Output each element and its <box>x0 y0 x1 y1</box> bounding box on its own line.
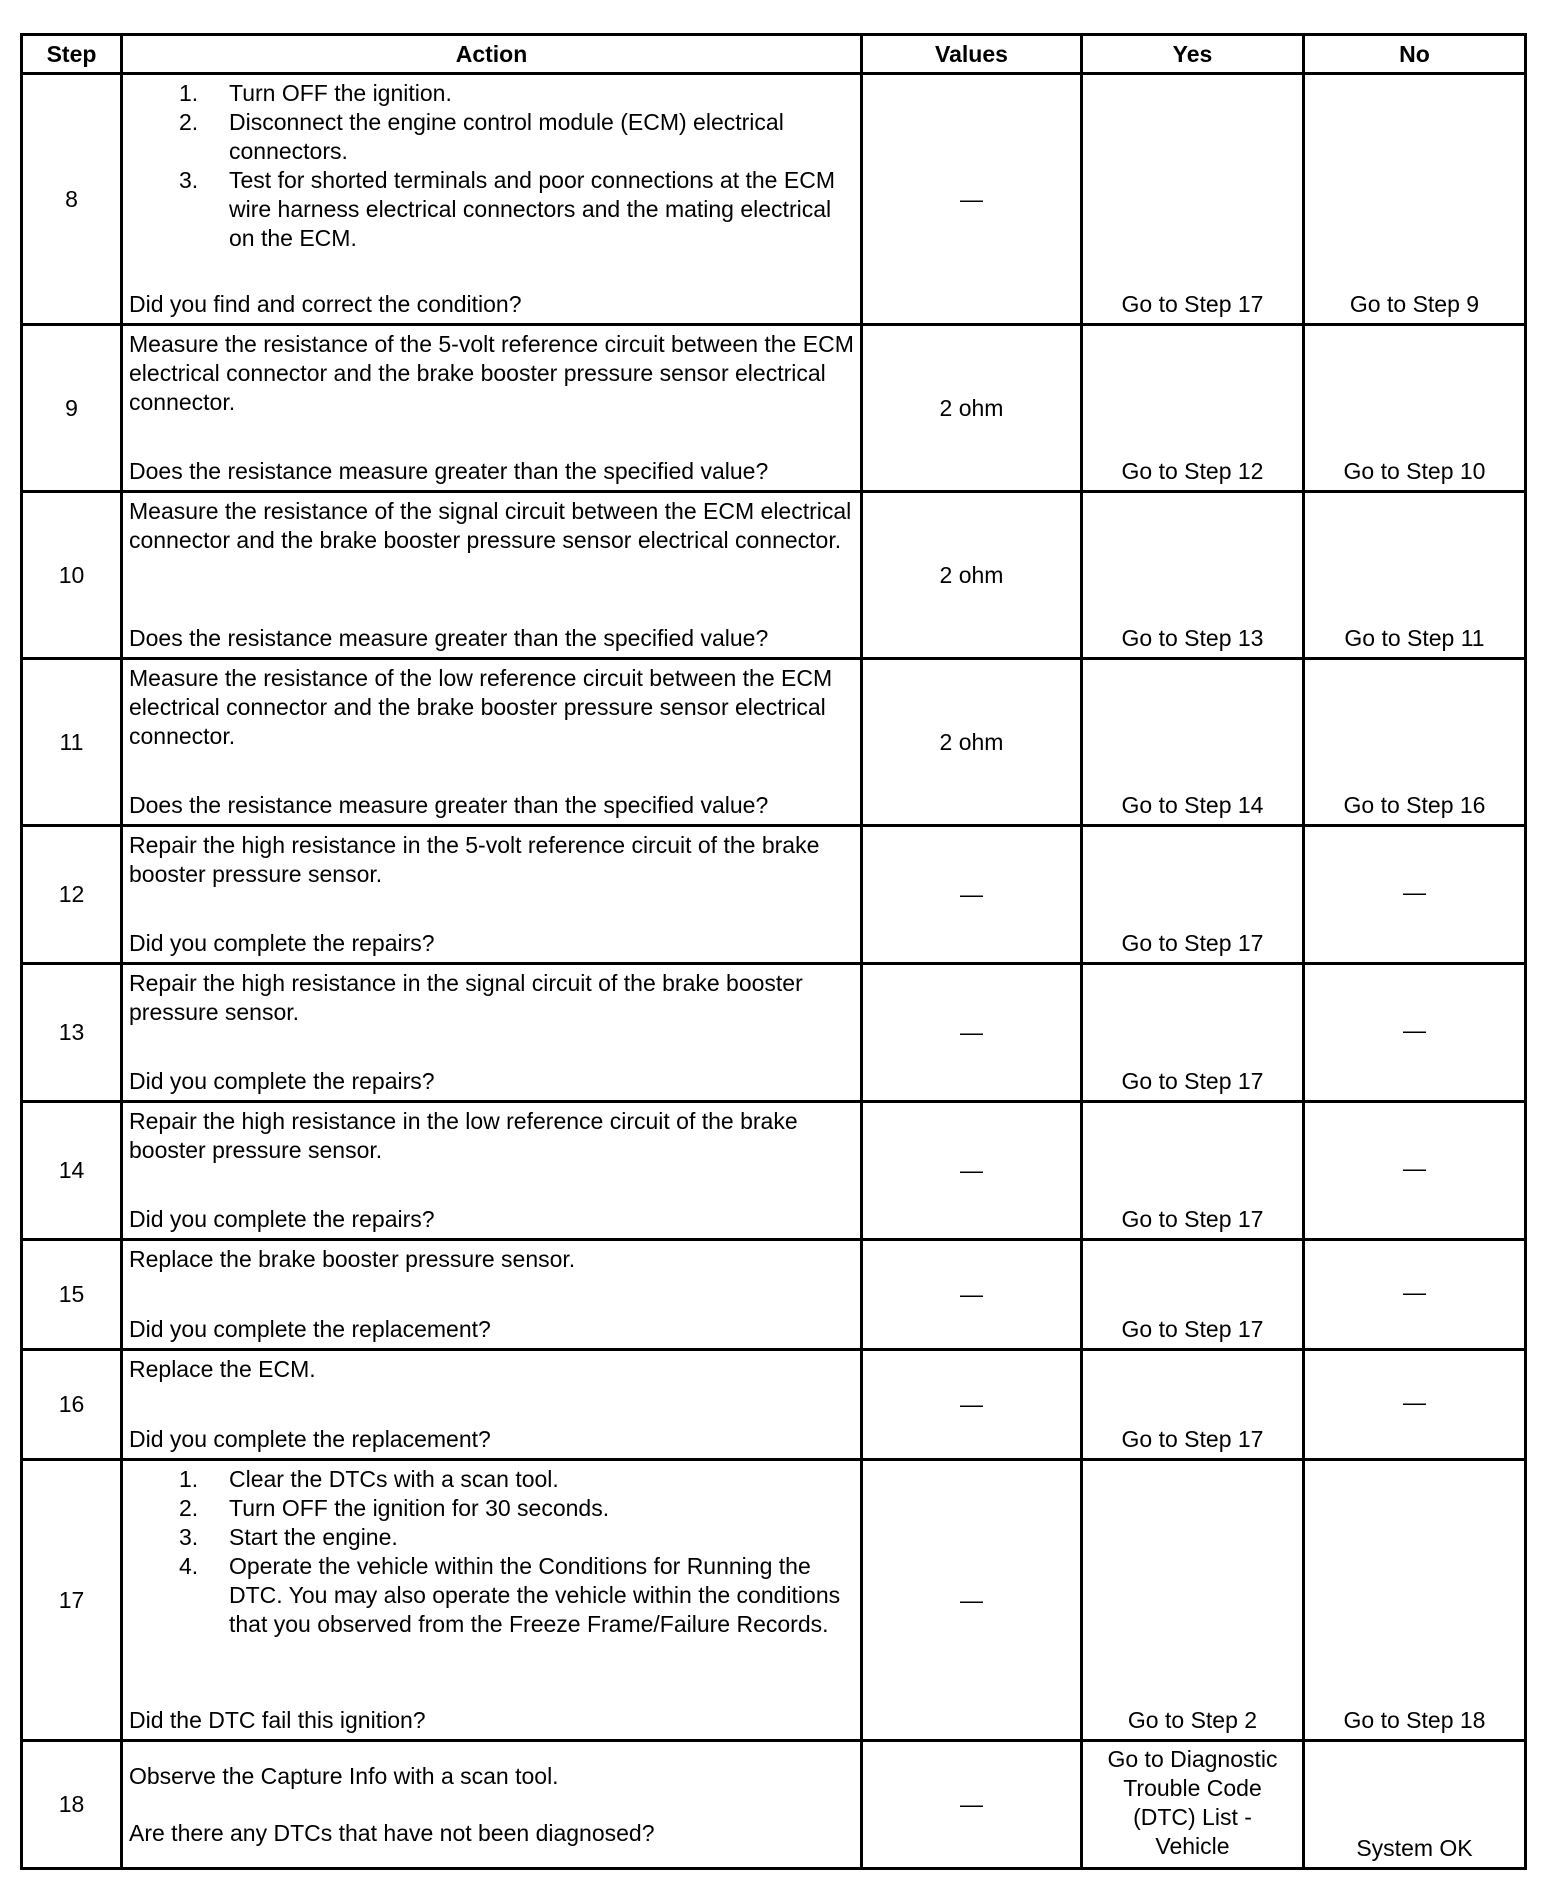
no-cell: Go to Step 11 <box>1304 492 1526 659</box>
action-cell <box>122 74 862 325</box>
no-cell: — <box>1304 1102 1526 1240</box>
no-cell: — <box>1304 1240 1526 1350</box>
yes-cell: Go to Step 17 <box>1082 74 1304 325</box>
table-row <box>22 826 1526 964</box>
step-number: 14 <box>22 1102 122 1240</box>
table-row <box>22 659 1526 826</box>
action-cell <box>122 964 862 1102</box>
list-item: 3. Start the engine. <box>179 1524 398 1550</box>
table-row <box>22 1460 1526 1741</box>
table-row <box>22 964 1526 1102</box>
action-text: Measure the resistance of the 5-volt reference circuit between the ECM electrical connector and the brake booster pressure sensor electrical connector. <box>129 331 854 415</box>
list-item: 1. Turn OFF the ignition. <box>179 80 452 106</box>
values-cell: — <box>862 1741 1082 1869</box>
table-row <box>22 1350 1526 1460</box>
action-question: Are there any DTCs that have not been diagnosed? <box>129 1819 655 1846</box>
yes-cell: Go to Step 17 <box>1082 1102 1304 1240</box>
action-question: Did you complete the repairs? <box>129 930 435 956</box>
action-text: Replace the brake booster pressure sensor. <box>129 1246 576 1272</box>
list-item: 1. Clear the DTCs with a scan tool. <box>179 1466 559 1492</box>
yes-cell: Go to Step 17 <box>1082 964 1304 1102</box>
step-number: 13 <box>22 964 122 1102</box>
header-action: Action <box>122 35 862 74</box>
action-question: Does the resistance measure greater than the specified value? <box>129 792 769 818</box>
action-cell <box>122 1102 862 1240</box>
values-cell: — <box>862 1350 1082 1460</box>
header-yes: Yes <box>1082 35 1304 74</box>
action-cell <box>122 1350 862 1460</box>
list-item: 4. Operate the vehicle within the Conditions for Running the DTC. You may also operate the vehicle within the conditions that you observed from the Freeze Frame/Failure Records. <box>179 1553 841 1637</box>
values-cell: 2 ohm <box>862 659 1082 826</box>
values-cell: — <box>862 964 1082 1102</box>
header-no: No <box>1304 35 1526 74</box>
values-cell: — <box>862 826 1082 964</box>
step-number: 12 <box>22 826 122 964</box>
step-number: 9 <box>22 325 122 492</box>
step-number: 16 <box>22 1350 122 1460</box>
action-cell <box>122 1741 862 1869</box>
header-step: Step <box>22 35 122 74</box>
yes-cell: Go to Step 17 <box>1082 826 1304 964</box>
diagnostic-table <box>20 33 1527 1870</box>
table-row <box>22 74 1526 325</box>
action-cell <box>122 659 862 826</box>
action-question: Did you complete the repairs? <box>129 1206 435 1232</box>
action-text: Repair the high resistance in the 5-volt reference circuit of the brake booster pressure sensor. <box>129 832 820 887</box>
action-text: Observe the Capture Info with a scan tool. <box>129 1762 559 1789</box>
no-cell: — <box>1304 1350 1526 1460</box>
action-text: Repair the high resistance in the low reference circuit of the brake booster pressure sensor. <box>129 1108 798 1163</box>
step-number: 10 <box>22 492 122 659</box>
action-cell <box>122 325 862 492</box>
action-cell <box>122 826 862 964</box>
action-question: Did you complete the repairs? <box>129 1068 435 1094</box>
yes-cell: Go to Step 12 <box>1082 325 1304 492</box>
table-row <box>22 1240 1526 1350</box>
yes-cell: Go to Step 14 <box>1082 659 1304 826</box>
action-question: Did you complete the replacement? <box>129 1426 491 1452</box>
values-cell: — <box>862 1240 1082 1350</box>
yes-cell: Go to Diagnostic Trouble Code (DTC) List - Vehicle <box>1082 1741 1304 1869</box>
step-number: 15 <box>22 1240 122 1350</box>
values-cell: — <box>862 1460 1082 1741</box>
action-text: Measure the resistance of the signal circuit between the ECM electrical connector and the brake booster pressure sensor electrical connector. <box>129 498 852 553</box>
table-row <box>22 325 1526 492</box>
yes-cell: Go to Step 13 <box>1082 492 1304 659</box>
list-item: 3. Test for shorted terminals and poor connections at the ECM wire harness electrical connectors and the mating electrical on the ECM. <box>179 167 835 251</box>
yes-cell: Go to Step 17 <box>1082 1350 1304 1460</box>
yes-cell: Go to Step 2 <box>1082 1460 1304 1741</box>
action-steps-list <box>129 1465 856 1639</box>
table-row <box>22 492 1526 659</box>
action-cell <box>122 1240 862 1350</box>
action-text: Repair the high resistance in the signal circuit of the brake booster pressure sensor. <box>129 970 803 1025</box>
step-number: 18 <box>22 1741 122 1869</box>
no-cell: System OK <box>1304 1741 1526 1869</box>
header-row <box>22 35 1526 74</box>
step-number: 8 <box>22 74 122 325</box>
action-steps-list <box>129 79 856 253</box>
action-question: Does the resistance measure greater than the specified value? <box>129 458 769 484</box>
yes-cell: Go to Step 17 <box>1082 1240 1304 1350</box>
no-cell: Go to Step 10 <box>1304 325 1526 492</box>
list-item: 2. Disconnect the engine control module (ECM) electrical connectors. <box>179 109 784 164</box>
action-text: Replace the ECM. <box>129 1356 316 1382</box>
step-number: 17 <box>22 1460 122 1741</box>
step-number: 11 <box>22 659 122 826</box>
values-cell: — <box>862 1102 1082 1240</box>
values-cell: — <box>862 74 1082 325</box>
action-question: Did the DTC fail this ignition? <box>129 1707 426 1733</box>
action-cell <box>122 1460 862 1741</box>
action-text: Measure the resistance of the low reference circuit between the ECM electrical connector and the brake booster pressure sensor electrical connector. <box>129 665 833 749</box>
no-cell: Go to Step 9 <box>1304 74 1526 325</box>
action-question: Did you complete the replacement? <box>129 1316 491 1342</box>
no-cell: — <box>1304 826 1526 964</box>
no-cell: — <box>1304 964 1526 1102</box>
action-cell <box>122 492 862 659</box>
list-item: 2. Turn OFF the ignition for 30 seconds. <box>179 1495 610 1521</box>
table-row <box>22 1741 1526 1869</box>
values-cell: 2 ohm <box>862 492 1082 659</box>
table-row <box>22 1102 1526 1240</box>
action-question: Does the resistance measure greater than the specified value? <box>129 625 769 651</box>
action-question: Did you find and correct the condition? <box>129 291 522 317</box>
header-values: Values <box>862 35 1082 74</box>
values-cell: 2 ohm <box>862 325 1082 492</box>
no-cell: Go to Step 18 <box>1304 1460 1526 1741</box>
no-cell: Go to Step 16 <box>1304 659 1526 826</box>
